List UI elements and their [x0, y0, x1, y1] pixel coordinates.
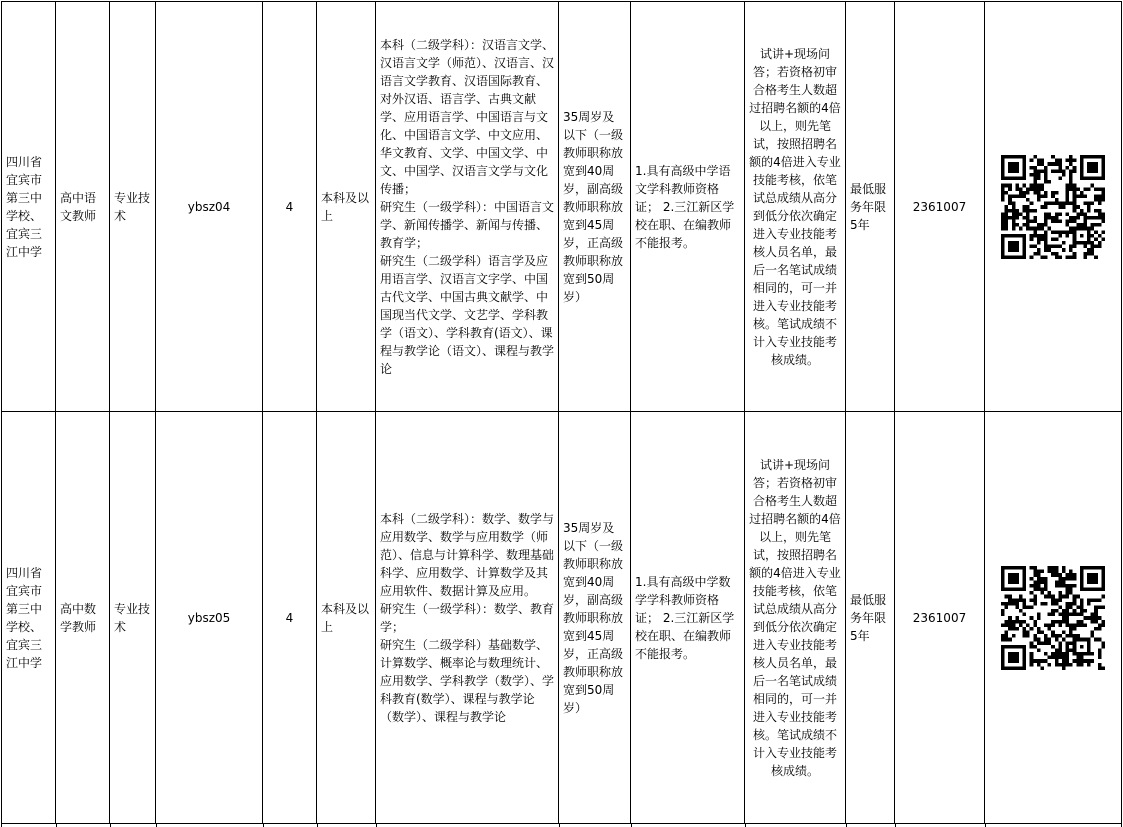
category-cell: 专业技术 [110, 2, 156, 412]
position-cell: 高中数学教师 [56, 412, 110, 824]
code-cell: ybsz05 [156, 412, 263, 824]
major-cell: 本科（二级学科）：数学、数学与应用数学、数学与应用数学（师范）、信息与计算科学、数理基础科学、应用数学、计算数学及其应用软件、数据计算及应用。 研究生（一级学科）：数学、教育学； 研究生（二级学科）基础数学、计算数学、概率论与数理统计、应用数学、学科教学（数学）、学科教育(数学）、课程与教学论（数学）、课程与教学论 [376, 412, 559, 824]
other-requirements-cell: 1.具有高级中学数学学科教师资格证； 2.三江新区学校在职、在编教师不能报考。 [631, 412, 745, 824]
quota-cell: 4 [263, 412, 317, 824]
unit-cell: 四川省宜宾市第三中学校、宜宾三江中学 [2, 2, 56, 412]
other-requirements-cell: 1.具有高级中学语文学科教师资格证； 2.三江新区学校在职、在编教师不能报考。 [631, 2, 745, 412]
service-cell: 最低服务年限5年 [846, 412, 895, 824]
next-row-border [0, 823, 1123, 827]
table-row [2, 412, 1122, 824]
position-cell: 高中语文教师 [56, 2, 110, 412]
category-cell: 专业技术 [110, 412, 156, 824]
major-cell: 本科（二级学科）：汉语言文学、汉语言文学（师范）、汉语言、汉语言文学教育、汉语国际教育、对外汉语、语言学、古典文献学、应用语言学、中国语言与文化、中国语言文学、中文应用、华文教育、文学、中国文学、中文、中国学、汉语言文学与文化传播； 研究生（一级学科）：中国语言文学、新闻传播学、新闻与传播、教育学； 研究生（二级学科）语言学及应用语言学、汉语言文字学、中国古代文学、中国古典文献学、中国现当代文学、文艺学、学科教学（语文）、学科教育(语文）、课程与教学论（语文）、课程与教学论 [376, 2, 559, 412]
code-cell: ybsz04 [156, 2, 263, 412]
phone-cell: 2361007 [895, 412, 985, 824]
service-cell: 最低服务年限5年 [846, 2, 895, 412]
exam-method-cell: 试讲+现场问答；若资格初审合格考生人数超过招聘名额的4倍以上，则先笔试，按照招聘名额的4倍进入专业技能考核，依笔试总成绩从高分到低分依次确定进入专业技能考核人员名单，最后一名笔试成绩相同的，可一并进入专业技能考核。笔试成绩不计入专业技能考核成绩。 [745, 2, 846, 412]
age-cell: 35周岁及以下（一级教师职称放宽到40周岁，副高级教师职称放宽到45周岁，正高级教师职称放宽到50周岁） [559, 412, 631, 824]
recruitment-table [1, 1, 1122, 824]
education-cell: 本科及以上 [317, 2, 376, 412]
table-row [2, 2, 1122, 412]
education-cell: 本科及以上 [317, 412, 376, 824]
qr-code-icon [1001, 155, 1105, 259]
qr-code-icon [1001, 566, 1105, 670]
qr-cell [985, 2, 1122, 412]
unit-cell: 四川省宜宾市第三中学校、宜宾三江中学 [2, 412, 56, 824]
age-cell: 35周岁及以下（一级教师职称放宽到40周岁，副高级教师职称放宽到45周岁，正高级教师职称放宽到50周岁） [559, 2, 631, 412]
quota-cell: 4 [263, 2, 317, 412]
exam-method-cell: 试讲+现场问答；若资格初审合格考生人数超过招聘名额的4倍以上，则先笔试，按照招聘名额的4倍进入专业技能考核，依笔试总成绩从高分到低分依次确定进入专业技能考核人员名单，最后一名笔试成绩相同的，可一并进入专业技能考核。笔试成绩不计入专业技能考核成绩。 [745, 412, 846, 824]
phone-cell: 2361007 [895, 2, 985, 412]
qr-cell [985, 412, 1122, 824]
